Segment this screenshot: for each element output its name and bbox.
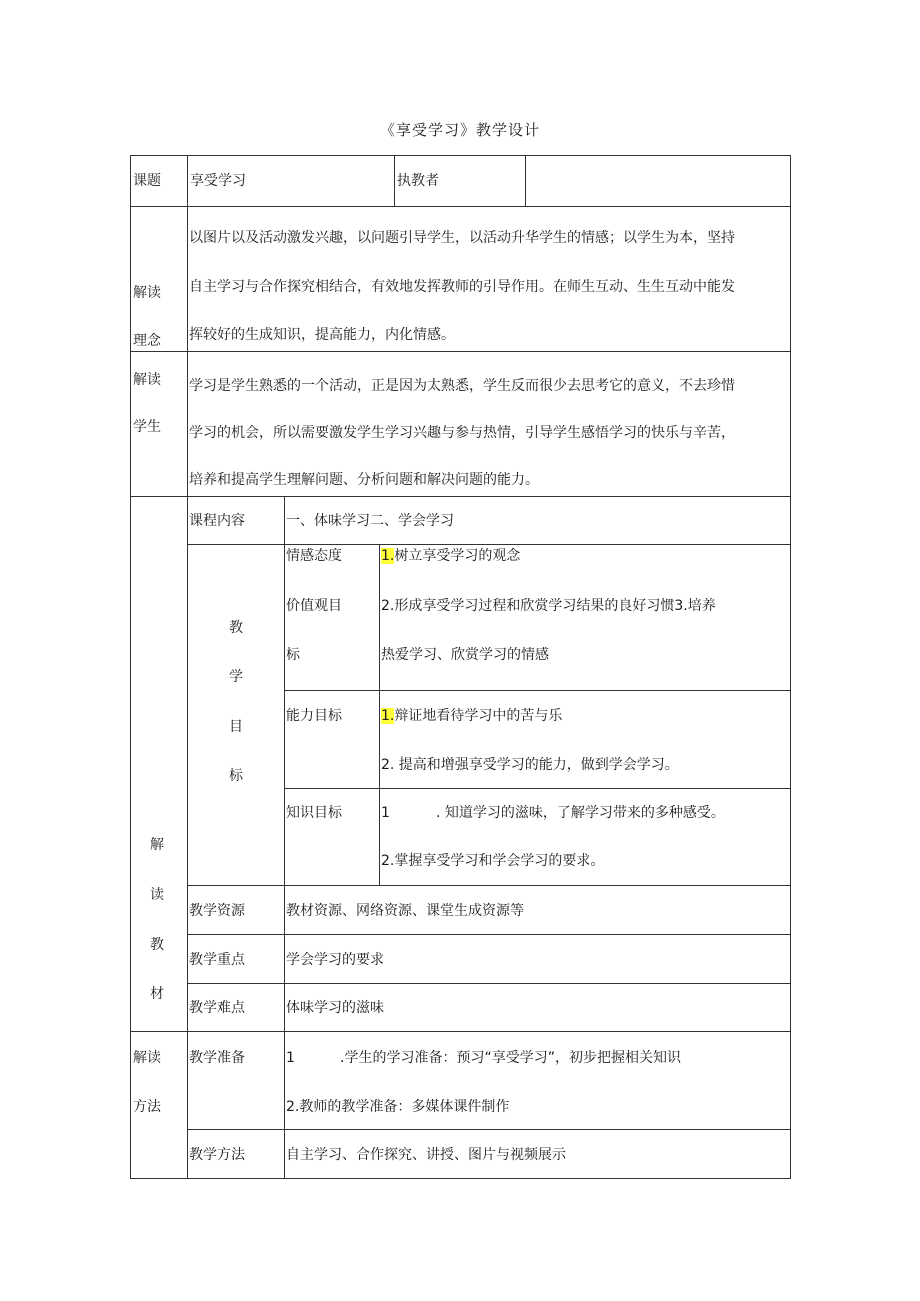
difficulty-label: 教学难点 <box>189 1000 245 1016</box>
course-content-label: 课程内容 <box>189 513 245 529</box>
textbook-label-char: 教 <box>150 937 164 953</box>
column-divider <box>284 496 285 1179</box>
table-border-right <box>790 155 791 1179</box>
philosophy-label-line2: 理念 <box>133 333 161 349</box>
column-divider <box>379 544 380 886</box>
ability-item-number: 1. <box>381 708 395 724</box>
knowledge-item-number: 1 <box>381 805 390 821</box>
knowledge-objective-label: 知识目标 <box>286 805 342 821</box>
textbook-label-char: 读 <box>150 887 164 903</box>
prep-item: .学生的学习准备：预习“享受学习”，初步把握相关知识 <box>340 1050 681 1066</box>
ability-objective-item: 2. 提高和增强享受学习的能力，做到学会学习。 <box>381 757 679 773</box>
resources-value: 教材资源、网络资源、课堂生成资源等 <box>286 903 524 919</box>
emotion-objective-item: 2.形成享受学习过程和欣赏学习结果的良好习惯3.培养 <box>381 598 716 614</box>
ability-item-text: 辩证地看待学习中的苦与乐 <box>394 708 563 724</box>
teacher-label: 执教者 <box>397 173 439 189</box>
objectives-label-char: 目 <box>229 719 243 735</box>
row-divider <box>130 206 791 207</box>
topic-label: 课题 <box>133 173 161 189</box>
row-divider <box>130 1031 791 1032</box>
objectives-label-char: 学 <box>229 669 243 685</box>
column-divider <box>525 155 526 206</box>
students-label-line1: 解读 <box>133 372 161 388</box>
ability-objective-item <box>381 707 562 725</box>
method-label-line1: 解读 <box>133 1050 161 1066</box>
row-divider <box>130 351 791 352</box>
students-label-line2: 学生 <box>133 419 161 435</box>
prep-label: 教学准备 <box>189 1050 245 1066</box>
students-text-line: 学习是学生熟悉的一个活动，正是因为太熟悉，学生反而很少去思考它的意义，不去珍惜 <box>189 378 735 394</box>
students-text-line: 学习的机会，所以需要激发学生学习兴趣与参与热情，引导学生感悟学习的快乐与辛苦， <box>189 425 735 441</box>
emotion-objective-label: 价值观目 <box>286 598 342 614</box>
row-divider <box>187 885 791 886</box>
emotion-objective-label: 情感态度 <box>286 548 342 564</box>
column-divider <box>187 155 188 1179</box>
textbook-label-char: 材 <box>150 986 164 1002</box>
emotion-objective-item <box>381 547 520 565</box>
row-divider <box>284 788 791 789</box>
column-divider <box>394 155 395 206</box>
row-divider <box>284 690 791 691</box>
philosophy-text-line: 自主学习与合作探究相结合，有效地发挥教师的引导作用。在师生互动、生生互动中能发 <box>189 279 735 295</box>
method-label-line2: 方法 <box>133 1099 161 1115</box>
teaching-methods-label: 教学方法 <box>189 1147 245 1163</box>
teaching-methods-value: 自主学习、合作探究、讲授、图片与视频展示 <box>286 1147 566 1163</box>
row-divider <box>187 544 791 545</box>
table-border-bottom <box>130 1178 791 1179</box>
philosophy-label-line1: 解读 <box>133 285 161 301</box>
objectives-label-char: 标 <box>229 768 243 784</box>
knowledge-objective-item: . 知道学习的滋味，了解学习带来的多种感受。 <box>436 805 725 821</box>
table-border-top <box>130 155 791 156</box>
emotion-objective-item: 热爱学习、欣赏学习的情感 <box>381 647 549 663</box>
philosophy-text-line: 挥较好的生成知识，提高能力，内化情感。 <box>189 327 455 343</box>
prep-item-number: 1 <box>286 1050 295 1066</box>
objectives-label-char: 教 <box>229 620 243 636</box>
difficulty-value: 体味学习的滋味 <box>286 1000 384 1016</box>
key-point-value: 学会学习的要求 <box>286 952 384 968</box>
row-divider <box>187 983 791 984</box>
row-divider <box>187 934 791 935</box>
row-divider <box>130 496 791 497</box>
prep-item: 2.教师的教学准备：多媒体课件制作 <box>286 1099 510 1115</box>
emotion-objective-label: 标 <box>286 647 300 663</box>
table-border-left <box>130 155 131 1179</box>
ability-objective-label: 能力目标 <box>286 708 342 724</box>
key-point-label: 教学重点 <box>189 952 245 968</box>
emotion-item-number: 1. <box>381 548 395 564</box>
emotion-item-text: 树立享受学习的观念 <box>394 548 521 564</box>
topic-value: 享受学习 <box>190 173 246 189</box>
knowledge-objective-item: 2.掌握享受学习和学会学习的要求。 <box>381 853 605 869</box>
row-divider <box>187 1129 791 1130</box>
textbook-label-char: 解 <box>150 837 164 853</box>
resources-label: 教学资源 <box>189 903 245 919</box>
course-content-value: 一、体味学习二、学会学习 <box>286 513 454 529</box>
students-text-line: 培养和提高学生理解问题、分析问题和解决问题的能力。 <box>189 472 539 488</box>
philosophy-text-line: 以图片以及活动激发兴趣，以问题引导学生，以活动升华学生的情感；以学生为本，坚持 <box>189 230 735 246</box>
document-title: 《享受学习》教学设计 <box>379 121 540 139</box>
